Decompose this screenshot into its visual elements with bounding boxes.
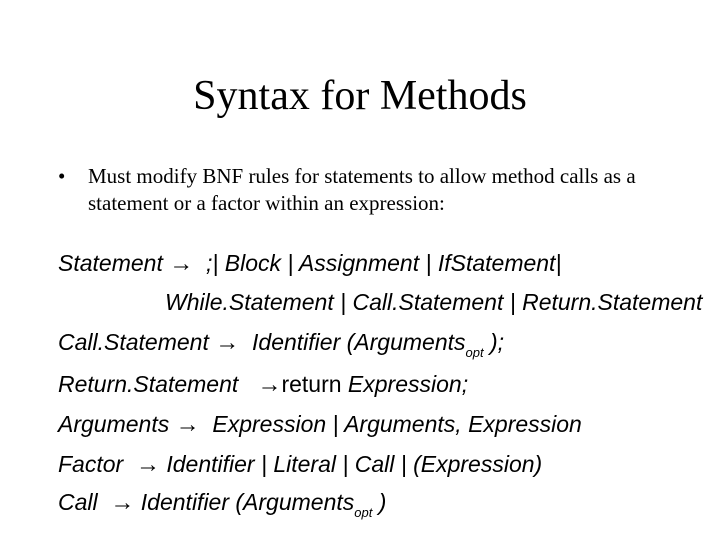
rule-arguments <box>58 410 582 439</box>
rule-statement-lhs: Statement <box>58 250 163 276</box>
rule-call <box>58 488 387 520</box>
rule-statement-rhs-line2: While.Statement | Call.Statement | Return.Statement <box>165 289 703 315</box>
rule-arguments-lhs: Arguments <box>58 411 170 437</box>
opt-subscript: opt <box>354 505 373 520</box>
rule-call-rhs: Identifier (Arguments <box>140 489 355 515</box>
arrow-icon: → <box>257 371 282 398</box>
arrow-icon: → <box>110 489 135 516</box>
arrow-icon: → <box>215 329 240 356</box>
slide-title: Syntax for Methods <box>193 73 527 119</box>
arrow-icon: → <box>135 451 160 478</box>
rule-statement-rhs-line1: ;| Block | Assignment | IfStatement| <box>206 250 562 276</box>
rule-factor <box>58 450 542 479</box>
return-keyword: return <box>281 371 342 397</box>
rule-call-statement-rhs: Identifier (Arguments <box>252 329 466 355</box>
arrow-icon: → <box>175 411 200 438</box>
rule-call-statement <box>58 328 505 360</box>
rule-statement-continuation <box>165 288 702 316</box>
opt-subscript: opt <box>465 345 484 360</box>
rule-factor-rhs: Identifier | Literal | Call | (Expression) <box>166 451 543 477</box>
rule-return-statement-rhs: Expression; <box>347 371 469 397</box>
rule-return-statement-lhs: Return.Statement <box>58 371 239 397</box>
bullet-text: Must modify BNF rules for statements to allow method calls as a statement or a factor within an expression: <box>88 164 636 215</box>
bullet-marker: • <box>58 164 66 188</box>
rule-call-statement-rhs-end: ); <box>489 329 505 355</box>
rule-return-statement <box>58 370 468 399</box>
rule-arguments-rhs: Expression | Arguments, Expression <box>212 411 582 437</box>
rule-statement <box>58 249 561 278</box>
rule-call-rhs-end: ) <box>378 489 387 515</box>
arrow-icon: → <box>169 250 194 277</box>
rule-call-statement-lhs: Call.Statement <box>58 329 209 355</box>
rule-factor-lhs: Factor <box>58 451 124 477</box>
rule-call-lhs: Call <box>58 489 98 515</box>
